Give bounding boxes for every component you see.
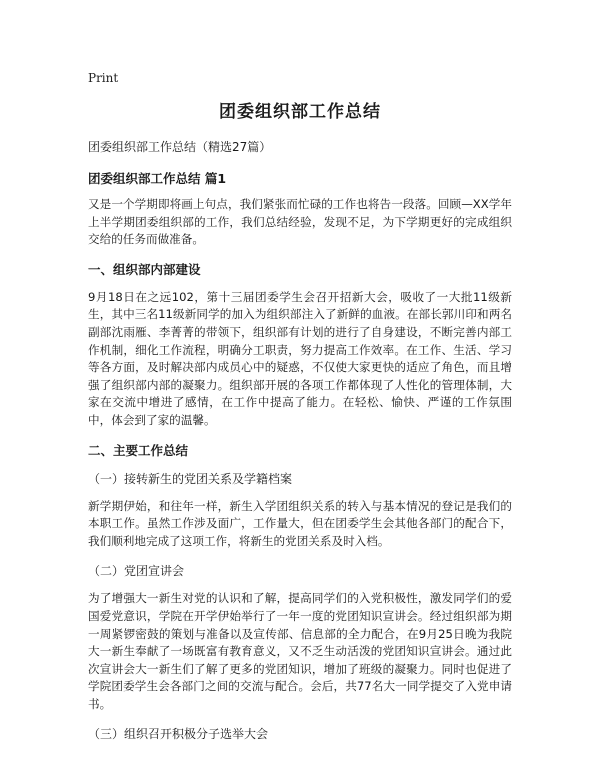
print-label[interactable]: Print: [88, 71, 119, 85]
section-heading-internal: 一、组织部内部建设: [88, 261, 201, 277]
subsection-heading-lecture: （二）党团宣讲会: [88, 564, 185, 579]
page-title: 团委组织部工作总结: [219, 102, 381, 122]
article-heading: 团委组织部工作总结 篇1: [88, 171, 227, 186]
section-paragraph-internal: 9月18日在之远102，第十三届团委学生会召开招新大会，吸收了一大批11级新生，其中三名11级新同学的加入为组织部注入了新鲜的血液。在部长郭川印和两名副部沈雨雁、李菁菁的带领下，组织部有计划的进行了自身建设，不断完善内部工作机制，细化工作流程，明确分工职责，努力提高工作效率。在工作、生活、学习等各方面，及时解决部内成员心中的疑惑，不仅使大家更快的适应了角色，而且增强了组织部内部的凝聚力。组织部开展的各项工作都体现了人性化的管理体制，大家在交流中增进了感情，在工作中提高了能力。在轻松、愉快、严谨的工作氛围中，体会到了家的温馨。: [88, 289, 512, 427]
subsection-heading-transfer: （一）接转新生的党团关系及学籍档案: [88, 471, 293, 486]
subsection-heading-election: （三）组织召开积极分子选举大会: [88, 727, 269, 742]
section-heading-main-work: 二、主要工作总结: [88, 442, 189, 458]
document-subtitle: 团委组织部工作总结（精选27篇）: [88, 140, 272, 154]
subsection-paragraph-lecture: 为了增强大一新生对党的认识和了解，提高同学们的入党积极性，激发同学们的爱国爱党意识，学院在开学伊始举行了一年一度的党团知识宣讲会。经过组织部为期一周紧锣密鼓的策划与准备以及宣传部、信息部的全力配合，在9月25日晚为我院大一新生奉献了一场既富有教育意义，又不乏生动活泼的党团知识宣讲会。通过此次宣讲会大一新生们了解了更多的党团知识，增加了班级的凝聚力。同时也促进了学院团委学生会各部门之间的交流与配合。会后，共77名大一同学提交了入党申请书。: [88, 591, 512, 711]
intro-paragraph: 又是一个学期即将画上句点，我们紧张而忙碌的工作也将告一段落。回顾—XX学年上半学期团委组织部的工作，我们总结经验，发现不足，为下学期更好的完成组织交给的任务而做准备。: [88, 197, 512, 247]
subsection-paragraph-transfer: 新学期伊始，和往年一样，新生入学团组织关系的转入与基本情况的登记是我们的本职工作。虽然工作涉及面广，工作量大，但在团委学生会其他各部门的配合下，我们顺利地完成了这项工作，将新生的党团关系及时入档。: [88, 498, 512, 548]
